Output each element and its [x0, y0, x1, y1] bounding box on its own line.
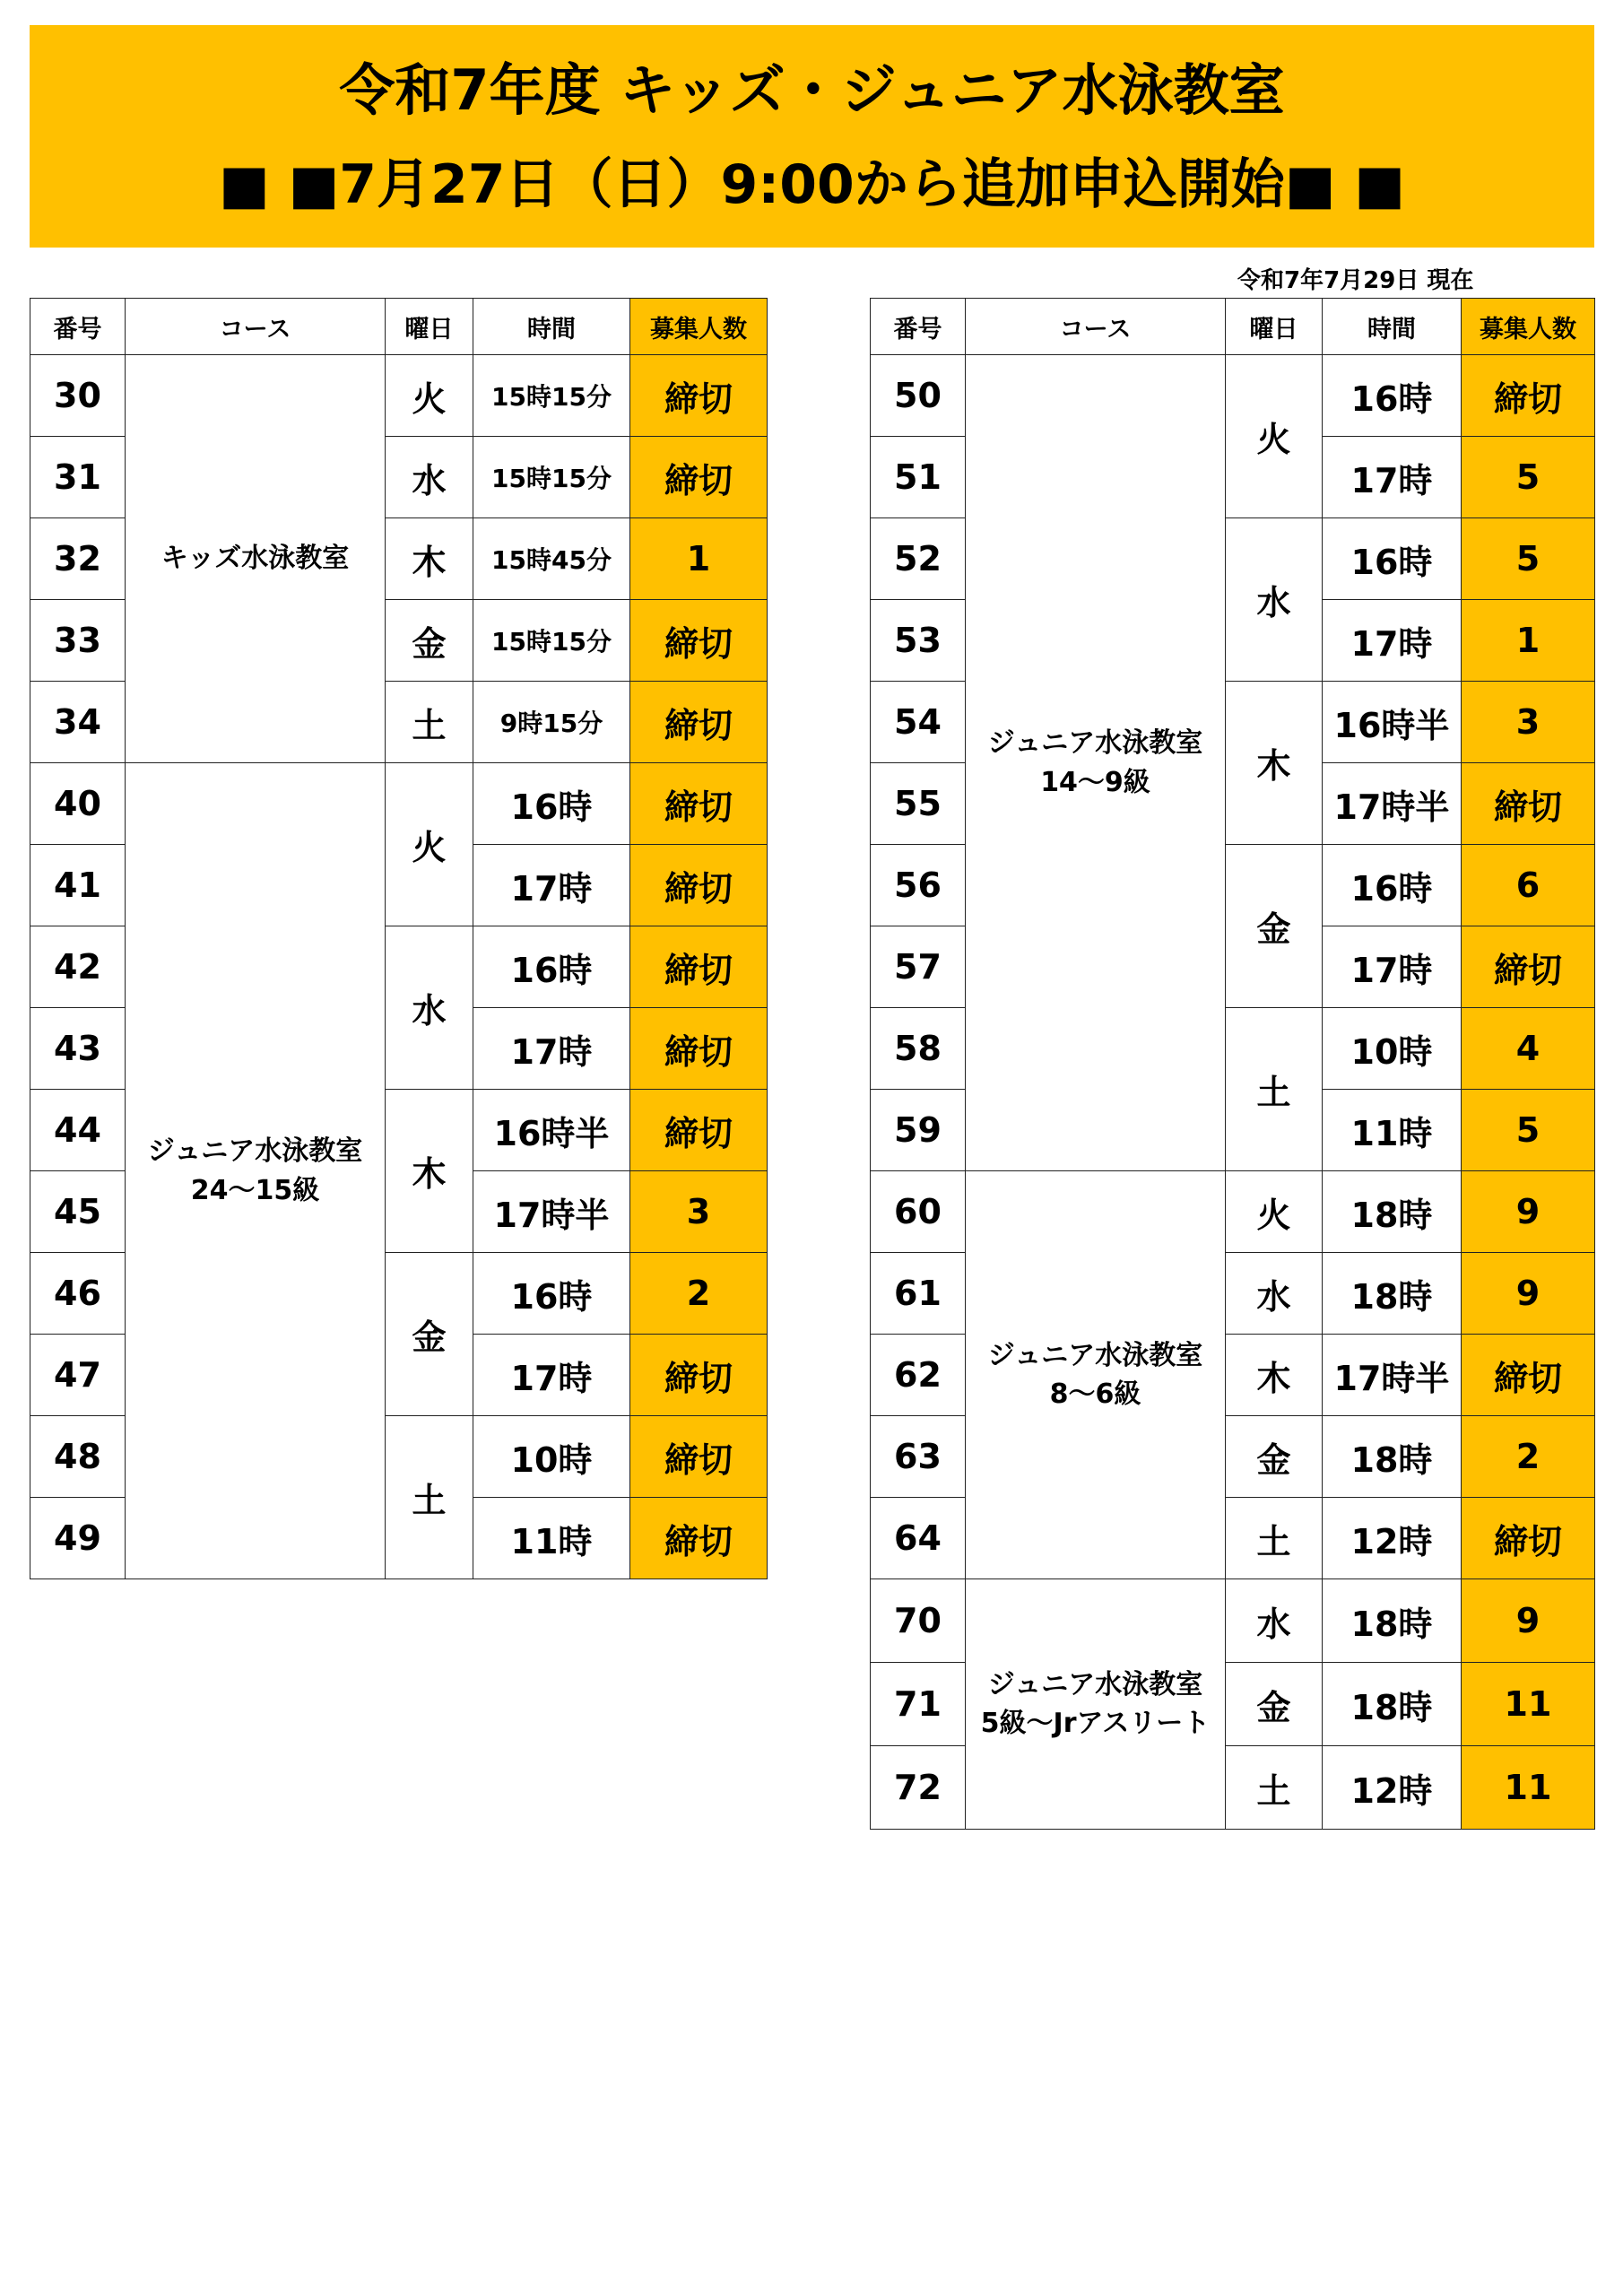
row-no: 64 — [871, 1498, 966, 1579]
recruit-cell: 9 — [1462, 1579, 1595, 1663]
recruit-cell: 1 — [1462, 600, 1595, 682]
header-no: 番号 — [30, 299, 126, 355]
page-subtitle: ■ ■7月27日（日）9:00から追加申込開始■ ■ — [218, 153, 1406, 216]
row-no: 43 — [30, 1008, 126, 1090]
day-cell: 金 — [1226, 1663, 1323, 1746]
recruit-cell: 締切 — [630, 1498, 768, 1579]
table-row — [871, 1171, 1595, 1253]
recruit-cell: 締切 — [630, 926, 768, 1008]
recruit-cell: 締切 — [630, 1090, 768, 1171]
day-cell: 火 — [1226, 355, 1323, 518]
time-cell: 17時半 — [1323, 763, 1462, 845]
day-cell: 木 — [386, 518, 473, 600]
course-cell: ジュニア水泳教室 24～15級 — [126, 763, 386, 1579]
table-row — [30, 355, 768, 437]
recruit-cell: 3 — [630, 1171, 768, 1253]
row-no: 46 — [30, 1253, 126, 1335]
as-of-date: 令和7年7月29日 現在 — [1237, 267, 1474, 294]
header-time: 時間 — [473, 299, 630, 355]
recruit-cell: 2 — [630, 1253, 768, 1335]
row-no: 53 — [871, 600, 966, 682]
row-no: 56 — [871, 845, 966, 926]
row-no: 62 — [871, 1335, 966, 1416]
day-cell: 木 — [1226, 1335, 1323, 1416]
day-cell: 土 — [1226, 1498, 1323, 1579]
row-no: 55 — [871, 763, 966, 845]
row-no: 45 — [30, 1171, 126, 1253]
recruit-cell: 2 — [1462, 1416, 1595, 1498]
time-cell: 11時 — [1323, 1090, 1462, 1171]
recruit-cell: 1 — [630, 518, 768, 600]
recruit-cell: 締切 — [630, 1008, 768, 1090]
time-cell: 10時 — [473, 1416, 630, 1498]
row-no: 30 — [30, 355, 126, 437]
row-no: 52 — [871, 518, 966, 600]
row-no: 47 — [30, 1335, 126, 1416]
recruit-cell: 締切 — [630, 1416, 768, 1498]
table-header-row — [30, 299, 768, 355]
time-cell: 17時 — [1323, 926, 1462, 1008]
recruit-cell: 締切 — [630, 763, 768, 845]
title-banner — [30, 25, 1594, 248]
row-no: 44 — [30, 1090, 126, 1171]
row-no: 34 — [30, 682, 126, 763]
day-cell: 水 — [386, 437, 473, 518]
time-cell: 17時 — [473, 1335, 630, 1416]
time-cell: 18時 — [1323, 1663, 1462, 1746]
row-no: 48 — [30, 1416, 126, 1498]
time-cell: 16時半 — [473, 1090, 630, 1171]
header-time: 時間 — [1323, 299, 1462, 355]
recruit-cell: 締切 — [1462, 355, 1595, 437]
recruit-cell: 6 — [1462, 845, 1595, 926]
day-cell: 金 — [1226, 1416, 1323, 1498]
header-day: 曜日 — [386, 299, 473, 355]
time-cell: 11時 — [473, 1498, 630, 1579]
header-course: コース — [126, 299, 386, 355]
table-row — [871, 355, 1595, 437]
day-cell: 土 — [1226, 1746, 1323, 1830]
time-cell: 17時 — [473, 1008, 630, 1090]
recruit-cell: 締切 — [1462, 1335, 1595, 1416]
day-cell: 火 — [1226, 1171, 1323, 1253]
time-cell: 17時半 — [1323, 1335, 1462, 1416]
day-cell: 土 — [386, 682, 473, 763]
day-cell: 水 — [386, 926, 473, 1090]
recruit-cell: 締切 — [630, 682, 768, 763]
course-cell: ジュニア水泳教室 5級～Jrアスリート — [966, 1579, 1226, 1830]
table-row — [30, 763, 768, 845]
row-no: 54 — [871, 682, 966, 763]
time-cell: 16時 — [1323, 845, 1462, 926]
day-cell: 木 — [1226, 682, 1323, 845]
row-no: 59 — [871, 1090, 966, 1171]
recruit-cell: 3 — [1462, 682, 1595, 763]
time-cell: 15時15分 — [473, 600, 630, 682]
time-cell: 12時 — [1323, 1498, 1462, 1579]
row-no: 31 — [30, 437, 126, 518]
header-recruit: 募集人数 — [1462, 299, 1595, 355]
time-cell: 9時15分 — [473, 682, 630, 763]
row-no: 70 — [871, 1579, 966, 1663]
day-cell: 土 — [386, 1416, 473, 1579]
row-no: 51 — [871, 437, 966, 518]
time-cell: 18時 — [1323, 1579, 1462, 1663]
table-header-row — [871, 299, 1595, 355]
row-no: 71 — [871, 1663, 966, 1746]
time-cell: 12時 — [1323, 1746, 1462, 1830]
recruit-cell: 5 — [1462, 437, 1595, 518]
day-cell: 金 — [386, 1253, 473, 1416]
row-no: 33 — [30, 600, 126, 682]
time-cell: 17時 — [1323, 437, 1462, 518]
time-cell: 10時 — [1323, 1008, 1462, 1090]
day-cell: 火 — [386, 355, 473, 437]
recruit-cell: 11 — [1462, 1663, 1595, 1746]
row-no: 32 — [30, 518, 126, 600]
day-cell: 金 — [386, 600, 473, 682]
row-no: 41 — [30, 845, 126, 926]
time-cell: 17時 — [473, 845, 630, 926]
time-cell: 16時 — [473, 763, 630, 845]
header-course: コース — [966, 299, 1226, 355]
recruit-cell: 5 — [1462, 518, 1595, 600]
day-cell: 水 — [1226, 518, 1323, 682]
schedule-table-right — [870, 298, 1595, 1830]
header-recruit: 募集人数 — [630, 299, 768, 355]
course-cell: ジュニア水泳教室 14～9級 — [966, 355, 1226, 1171]
recruit-cell: 締切 — [630, 437, 768, 518]
recruit-cell: 11 — [1462, 1746, 1595, 1830]
time-cell: 17時半 — [473, 1171, 630, 1253]
course-cell: キッズ水泳教室 — [126, 355, 386, 763]
time-cell: 15時15分 — [473, 355, 630, 437]
time-cell: 18時 — [1323, 1171, 1462, 1253]
recruit-cell: 9 — [1462, 1253, 1595, 1335]
row-no: 60 — [871, 1171, 966, 1253]
recruit-cell: 締切 — [630, 600, 768, 682]
row-no: 50 — [871, 355, 966, 437]
time-cell: 15時15分 — [473, 437, 630, 518]
day-cell: 水 — [1226, 1579, 1323, 1663]
time-cell: 18時 — [1323, 1253, 1462, 1335]
header-no: 番号 — [871, 299, 966, 355]
row-no: 57 — [871, 926, 966, 1008]
time-cell: 18時 — [1323, 1416, 1462, 1498]
time-cell: 16時 — [473, 1253, 630, 1335]
header-day: 曜日 — [1226, 299, 1323, 355]
row-no: 42 — [30, 926, 126, 1008]
row-no: 61 — [871, 1253, 966, 1335]
recruit-cell: 締切 — [630, 355, 768, 437]
recruit-cell: 締切 — [1462, 926, 1595, 1008]
row-no: 49 — [30, 1498, 126, 1579]
day-cell: 火 — [386, 763, 473, 926]
recruit-cell: 締切 — [1462, 1498, 1595, 1579]
recruit-cell: 締切 — [1462, 763, 1595, 845]
time-cell: 16時半 — [1323, 682, 1462, 763]
day-cell: 金 — [1226, 845, 1323, 1008]
time-cell: 16時 — [1323, 355, 1462, 437]
recruit-cell: 5 — [1462, 1090, 1595, 1171]
time-cell: 16時 — [1323, 518, 1462, 600]
time-cell: 16時 — [473, 926, 630, 1008]
day-cell: 水 — [1226, 1253, 1323, 1335]
row-no: 72 — [871, 1746, 966, 1830]
schedule-table-left — [30, 298, 768, 1579]
day-cell: 土 — [1226, 1008, 1323, 1171]
table-row — [871, 1579, 1595, 1663]
time-cell: 15時45分 — [473, 518, 630, 600]
row-no: 58 — [871, 1008, 966, 1090]
time-cell: 17時 — [1323, 600, 1462, 682]
page-title: 令和7年度 キッズ・ジュニア水泳教室 — [339, 57, 1285, 123]
row-no: 40 — [30, 763, 126, 845]
recruit-cell: 9 — [1462, 1171, 1595, 1253]
day-cell: 木 — [386, 1090, 473, 1253]
course-cell: ジュニア水泳教室 8～6級 — [966, 1171, 1226, 1579]
recruit-cell: 締切 — [630, 845, 768, 926]
recruit-cell: 締切 — [630, 1335, 768, 1416]
recruit-cell: 4 — [1462, 1008, 1595, 1090]
row-no: 63 — [871, 1416, 966, 1498]
